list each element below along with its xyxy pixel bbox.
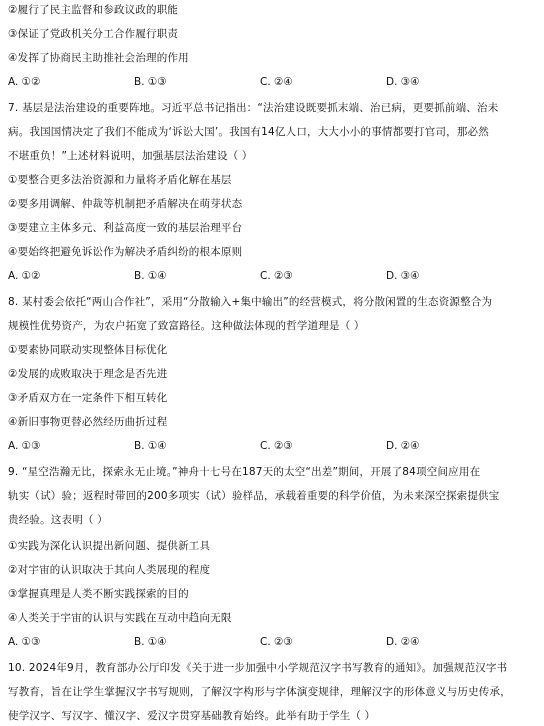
q9-option-c[interactable]: C. ②③: [260, 636, 293, 648]
q6-item-4: ④发挥了协商民主助推社会治理的作用: [8, 52, 189, 64]
q8-item-4: ④新旧事物更替必然经历曲折过程: [8, 416, 168, 428]
q9-item-2: ②对宇宙的认识取决于其向人类展现的程度: [8, 564, 211, 576]
q6-option-c[interactable]: C. ②④: [260, 76, 293, 88]
q6-option-d[interactable]: D. ③④: [386, 76, 420, 88]
q7-option-b[interactable]: B. ①④: [134, 270, 167, 282]
q7-stem-line-3: 不堪重负！”上述材料说明，加强基层法治建设（ ）: [8, 150, 253, 162]
q8-item-1: ①要素协同联动实现整体目标优化: [8, 344, 168, 356]
q9-option-a[interactable]: A. ①③: [8, 636, 41, 648]
q8-item-2: ②发展的成败取决于理念是否先进: [8, 368, 168, 380]
q7-item-3: ③要建立主体多元、利益高度一致的基层治理平台: [8, 222, 243, 234]
q9-item-1: ①实践为深化认识提出新问题、提供新工具: [8, 540, 211, 552]
q10-stem-line-3: 使学汉字、写汉字、懂汉字、爱汉字贯穿基础教育始终。此举有助于学生（ ）: [8, 710, 376, 722]
q8-options: [8, 440, 528, 456]
q8-option-a[interactable]: A. ①③: [8, 440, 41, 452]
q7-option-c[interactable]: C. ②③: [260, 270, 293, 282]
q7-stem-line-2: 病。我国国情决定了我们不能成为‘诉讼大国’。我国有14亿人口，大大小小的事情都要打官司，那必然: [8, 126, 489, 138]
q6-item-2: ②履行了民主监督和参政议政的职能: [8, 4, 179, 16]
q8-option-d[interactable]: D. ②④: [386, 440, 420, 452]
q9-stem-line-1: 9. “星空浩瀚无比，探索永无止境。”神舟十七号在187天的太空“出差”期间，开展了84项空间应用在: [8, 466, 481, 478]
q7-stem-line-1: 7. 基层是法治建设的重要阵地。习近平总书记指出：“法治建设既要抓末端、治已病，更要抓前端、治未: [8, 102, 499, 114]
q10-stem-line-2: 写教育，旨在让学生掌握汉字书写规则，了解汉字构形与字体演变规律，理解汉字的形体意义与历史传承，: [8, 686, 511, 698]
q6-option-b[interactable]: B. ①③: [134, 76, 167, 88]
q9-item-4: ④人类关于宇宙的认识与实践在互动中趋向无限: [8, 612, 232, 624]
q8-stem-line-2: 规模性优势资产，为农户拓宽了致富路径。这种做法体现的哲学道理是（ ）: [8, 320, 365, 332]
q8-item-3: ③矛盾双方在一定条件下相互转化: [8, 392, 168, 404]
q6-options: [8, 76, 528, 92]
q10-stem-line-1: 10. 2024年9月，教育部办公厅印发《关于进一步加强中小学规范汉字书写教育的通知》。加强规范汉字书: [8, 662, 508, 674]
q7-item-4: ④要始终把避免诉讼作为解决矛盾纠纷的根本原则: [8, 246, 243, 258]
q9-stem-line-3: 贵经验。这表明（ ）: [8, 514, 108, 526]
q9-item-3: ③掌握真理是人类不断实践探索的目的: [8, 588, 189, 600]
q8-option-b[interactable]: B. ①④: [134, 440, 167, 452]
q9-stem-line-2: 轨实（试）验；返程时带回的200多项实（试）验样品，承载着重要的科学价值，为未来深空探索提供宝: [8, 490, 500, 502]
q7-item-1: ①要整合更多法治资源和力量将矛盾化解在基层: [8, 174, 232, 186]
q9-option-b[interactable]: B. ①④: [134, 636, 167, 648]
q6-item-3: ③保证了党政机关分工合作履行职责: [8, 28, 179, 40]
q8-option-c[interactable]: C. ②③: [260, 440, 293, 452]
q8-stem-line-1: 8. 某村委会依托“两山合作社”，采用“分散输入+集中输出”的经营模式，将分散闲置的生态资源整合为: [8, 296, 493, 308]
q7-option-d[interactable]: D. ③④: [386, 270, 420, 282]
q6-option-a[interactable]: A. ①②: [8, 76, 41, 88]
q9-option-d[interactable]: D. ②④: [386, 636, 420, 648]
q7-option-a[interactable]: A. ①②: [8, 270, 41, 282]
q9-options: [8, 636, 528, 652]
q7-item-2: ②要多用调解、仲裁等机制把矛盾解决在萌芽状态: [8, 198, 243, 210]
q7-options: [8, 270, 528, 286]
